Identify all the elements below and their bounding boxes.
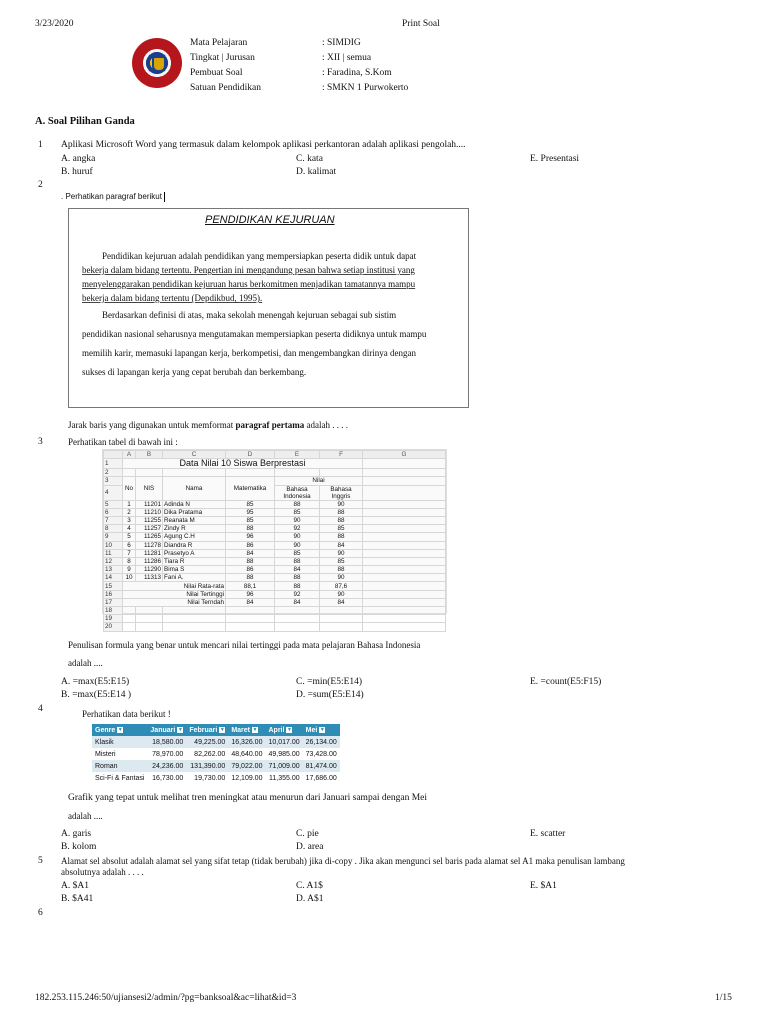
sheet-cell: 84	[320, 541, 363, 549]
paragraph-line: sukses di lapangan kerja yang cepat berubah dan berkembang.	[82, 367, 307, 377]
option-d: D. kalimat	[296, 167, 337, 177]
sheet-row: 7 3 11255 Reanata M 85 90 88	[104, 516, 446, 524]
sheet-cell: 5	[123, 533, 136, 541]
filter-dropdown-icon: ▼	[252, 726, 258, 733]
sheet-cell: Prasetyo A	[163, 549, 226, 557]
sheet-cell: 1	[123, 500, 136, 508]
option-c: C. =min(E5:E14)	[296, 677, 363, 687]
table-cell: 49,985.00	[265, 748, 302, 760]
table-row	[92, 760, 340, 772]
option-a: A. angka	[61, 154, 96, 164]
sheet-cell: 92	[275, 525, 320, 533]
sheet-cell: Bima S	[163, 566, 226, 574]
sheet-cell: 96	[226, 533, 275, 541]
paragraph-line: Berdasarkan definisi di atas, maka sekolah menengah kejuruan sebagai sub sistim	[102, 310, 397, 320]
table-cell: Roman	[92, 760, 147, 772]
meta-value: : SIMDIG	[322, 38, 361, 48]
option-e: E. =count(E5:F15)	[530, 677, 602, 687]
sheet-cell: 84	[275, 566, 320, 574]
question-intro: Perhatikan tabel di bawah ini :	[68, 437, 178, 447]
sheet-summary-row: 16 Nilai Tertinggi 96 92 90	[104, 590, 446, 598]
table-cell: 10,017.00	[265, 736, 302, 748]
sheet-cell: 85	[226, 516, 275, 524]
table-cell: 18,580.00	[147, 736, 186, 748]
question-number: 2	[38, 180, 43, 190]
section-title: A. Soal Pilihan Ganda	[35, 116, 135, 127]
filter-dropdown-icon: ▼	[319, 726, 325, 733]
sheet-cell: 96	[226, 590, 275, 598]
table-cell: 11,355.00	[265, 772, 302, 784]
paragraph-two	[82, 306, 462, 382]
table-cell: 82,262.00	[186, 748, 228, 760]
option-a: A. $A1	[61, 881, 89, 891]
spreadsheet-table: A B C D E F G 1 Data Nilai 10 Siswa Berprestasi 2 3 No NIS Nama Matematika Nilai 4 Bahasa Indonesia Bahasa Inggris 5 1 11201 Adinda N 85 88 90 6 2 11210 Dika Pratama 95 85 88 7 3 11255 Reanata M 85 90 88 8 4 11257 Zindy R 88 92 85 9 5 11265 Agung C.H 96 90 88 10 6 11278 Diandra R 86 90 84 11 7 11281 Prasetyo A 84 85 90 12 8 11286 Tiara R 88 88 85 13 9 11290 Bima S 86 84 88 14 10 11313 Fani A. 88 88 90 15 Nilai Rata-rata 88,1 88 87,6 16 Nilai Tertinggi 96 92 90 17 Nilai Terndah 84 84 84 18 19 20	[103, 450, 446, 632]
sheet-row: 14 10 11313 Fani A. 88 88 90	[104, 574, 446, 582]
filter-dropdown-icon: ▼	[177, 726, 183, 733]
sheet-summary-row: 17 Nilai Terndah 84 84 84	[104, 598, 446, 606]
paragraph-one	[82, 249, 462, 305]
question-text: Aplikasi Microsoft Word yang termasuk dalam kelompok aplikasi perkantoran adalah aplikasi pengolah....	[61, 140, 466, 150]
question-number: 6	[38, 908, 43, 918]
sheet-cell: 7	[123, 549, 136, 557]
sheet-cell: 6	[123, 541, 136, 549]
paragraph-line: bekerja dalam bidang tertentu (Depdikbud, 1995).	[82, 293, 263, 303]
paragraph-line: Pendidikan kejuruan adalah pendidikan yang mempersiapkan peserta didik untuk dapat	[102, 251, 417, 261]
option-b: B. =max(E5:E14 )	[61, 690, 131, 700]
question-intro: Perhatikan data berikut !	[82, 709, 171, 719]
option-d: D. =sum(E5:E14)	[296, 690, 364, 700]
sheet-cell: 88	[226, 574, 275, 582]
sheet-cell: 84	[275, 598, 320, 606]
question-intro: . Perhatikan paragraf berikut	[61, 192, 165, 202]
text-cursor	[164, 192, 165, 202]
sheet-cell: 86	[226, 566, 275, 574]
table-header: Maret ▼	[228, 724, 265, 736]
table-row	[92, 772, 340, 784]
table-row	[92, 736, 340, 748]
table-cell: 17,686.00	[303, 772, 340, 784]
paragraph-line: menyelenggarakan pendidikan kejuruan harus berkomitmen menjadikan tamatannya mampu	[82, 279, 416, 289]
sheet-row: 13 9 11290 Bima S 86 84 88	[104, 566, 446, 574]
question-number: 3	[38, 437, 43, 447]
question-text-cont: absolutnya adalah . . . .	[61, 867, 144, 877]
sheet-cell: 85	[275, 508, 320, 516]
sheet-cell: 11265	[136, 533, 163, 541]
filter-dropdown-icon: ▼	[286, 726, 292, 733]
option-d: D. A$1	[296, 894, 324, 904]
sheet-cell: Fani A.	[163, 574, 226, 582]
sheet-cell: 4	[123, 525, 136, 533]
sheet-cell: 11286	[136, 557, 163, 565]
option-a: A. garis	[61, 829, 92, 839]
sheet-cell: 88	[320, 533, 363, 541]
question-number: 4	[38, 704, 43, 714]
question-text: Penulisan formula yang benar untuk mencari nilai tertinggi pada mata pelajaran Bahasa Indonesia	[68, 640, 421, 650]
sheet-cell: 90	[275, 541, 320, 549]
meta-label: Pembuat Soal	[190, 68, 243, 78]
sheet-summary-label: Nilai Rata-rata	[123, 582, 226, 590]
sheet-cell: Dika Pratama	[163, 508, 226, 516]
sheet-cell: 85	[226, 500, 275, 508]
sheet-cell: 88	[226, 525, 275, 533]
sheet-cell: 85	[275, 549, 320, 557]
paragraph-line: pendidikan nasional seharusnya mengutamakan mempersiapkan peserta didiknya untuk mampu	[82, 329, 427, 339]
sheet-title: Data Nilai 10 Siswa Berprestasi	[123, 459, 363, 469]
option-a: A. =max(E5:E15)	[61, 677, 130, 687]
sheet-cell: 11290	[136, 566, 163, 574]
sheet-row: 11 7 11281 Prasetyo A 84 85 90	[104, 549, 446, 557]
paragraph-line: bekerja dalam bidang tertentu. Pengertian ini mengandung pesan bahwa setiap institusi yang	[82, 265, 415, 275]
sheet-cell: 84	[226, 598, 275, 606]
table-cell: 131,390.00	[186, 760, 228, 772]
table-cell: Misteri	[92, 748, 147, 760]
table-header: Genre ▼	[92, 724, 147, 736]
table-cell: 49,225.00	[186, 736, 228, 748]
sheet-row: 6 2 11210 Dika Pratama 95 85 88	[104, 508, 446, 516]
sheet-cell: 11210	[136, 508, 163, 516]
sheet-summary-label: Nilai Tertinggi	[123, 590, 226, 598]
sheet-cell: 87,6	[320, 582, 363, 590]
table-header: Februari ▼	[186, 724, 228, 736]
option-b: B. $A41	[61, 894, 94, 904]
question-number: 5	[38, 856, 43, 866]
table-header: Januari ▼	[147, 724, 186, 736]
sheet-summary-label: Nilai Terndah	[123, 598, 226, 606]
sheet-cell: 8	[123, 557, 136, 565]
sheet-cell: 11313	[136, 574, 163, 582]
table-cell: 26,134.00	[303, 736, 340, 748]
option-c: C. kata	[296, 154, 323, 164]
sheet-cell: 11257	[136, 525, 163, 533]
table-cell: 24,236.00	[147, 760, 186, 772]
print-date: 3/23/2020	[35, 19, 74, 29]
sheet-cell: 90	[320, 549, 363, 557]
table-cell: 48,640.00	[228, 748, 265, 760]
genre-sales-table	[92, 724, 340, 784]
question-text: Jarak baris yang digunakan untuk memformat paragraf pertama adalah . . . .	[68, 420, 348, 430]
table-cell: 81,474.00	[303, 760, 340, 772]
sheet-cell: 88	[275, 500, 320, 508]
meta-value: : XII | semua	[322, 53, 372, 63]
sheet-cell: Reanata M	[163, 516, 226, 524]
question-text: Alamat sel absolut adalah alamat sel yang sifat tetap (tidak berubah) jika di-copy . Jika akan mengunci sel baris pada alamat sel A1 maka penulisan lambang	[61, 856, 625, 866]
sheet-cell: 85	[320, 525, 363, 533]
sheet-row: 8 4 11257 Zindy R 88 92 85	[104, 525, 446, 533]
meta-value: : SMKN 1 Purwokerto	[322, 83, 409, 93]
sheet-row: 5 1 11201 Adinda N 85 88 90	[104, 500, 446, 508]
sheet-cell: 84	[320, 598, 363, 606]
table-header: Mei ▼	[303, 724, 340, 736]
option-e: E. $A1	[530, 881, 557, 891]
sheet-cell: Agung C.H	[163, 533, 226, 541]
meta-label: Satuan Pendidikan	[190, 83, 261, 93]
table-cell: 79,022.00	[228, 760, 265, 772]
sheet-cell: 90	[320, 590, 363, 598]
meta-label: Mata Pelajaran	[190, 38, 248, 48]
sheet-cell: 88	[226, 557, 275, 565]
sheet-cell: 90	[320, 574, 363, 582]
sheet-cell: 92	[275, 590, 320, 598]
option-b: B. huruf	[61, 167, 93, 177]
sheet-cell: 88	[275, 557, 320, 565]
meta-label: Tingkat | Jurusan	[190, 53, 255, 63]
option-c: C. A1$	[296, 881, 323, 891]
sheet-cell: 88	[275, 582, 320, 590]
sheet-cell: 85	[320, 557, 363, 565]
paragraph-line: memilih karir, memasuki lapangan kerja, berkompetisi, dan mengembangkan dirinya dengan	[82, 348, 417, 358]
question-number: 1	[38, 140, 43, 150]
sheet-cell: 11201	[136, 500, 163, 508]
sheet-cell: Tiara R	[163, 557, 226, 565]
sheet-cell: 86	[226, 541, 275, 549]
question-text-cont: adalah ....	[68, 811, 103, 821]
filter-dropdown-icon: ▼	[117, 726, 123, 733]
sheet-cell: 95	[226, 508, 275, 516]
sheet-cell: 88	[320, 508, 363, 516]
sheet-cell: 3	[123, 516, 136, 524]
sheet-cell: 11278	[136, 541, 163, 549]
table-row	[92, 748, 340, 760]
table-cell: 73,428.00	[303, 748, 340, 760]
footer-url: 182.253.115.246:50/ujiansesi2/admin/?pg=banksoal&ac=lihat&id=3	[35, 993, 297, 1003]
sheet-cell: 9	[123, 566, 136, 574]
sheet-cell: 88,1	[226, 582, 275, 590]
sheet-row: 9 5 11265 Agung C.H 96 90 88	[104, 533, 446, 541]
spreadsheet-image	[102, 449, 447, 631]
sheet-cell: Diandra R	[163, 541, 226, 549]
sheet-cell: Zindy R	[163, 525, 226, 533]
question-text-cont: adalah ....	[68, 658, 103, 668]
option-d: D. area	[296, 842, 324, 852]
sheet-summary-row: 15 Nilai Rata-rata 88,1 88 87,6	[104, 582, 446, 590]
sheet-row: 12 8 11286 Tiara R 88 88 85	[104, 557, 446, 565]
table-cell: Klasik	[92, 736, 147, 748]
meta-value: : Faradina, S.Kom	[322, 68, 392, 78]
sheet-cell: 90	[275, 516, 320, 524]
table-cell: 16,730.00	[147, 772, 186, 784]
sheet-cell: 2	[123, 508, 136, 516]
sheet-cell: 10	[123, 574, 136, 582]
question-text: Grafik yang tepat untuk melihat tren meningkat atau menurun dari Januari sampai dengan Mei	[68, 793, 428, 803]
option-b: B. kolom	[61, 842, 97, 852]
table-cell: 78,970.00	[147, 748, 186, 760]
sheet-cell: 11281	[136, 549, 163, 557]
sheet-cell: Adinda N	[163, 500, 226, 508]
table-cell: 16,326.00	[228, 736, 265, 748]
sheet-cell: 88	[320, 566, 363, 574]
table-header: April ▼	[265, 724, 302, 736]
sheet-cell: 90	[320, 500, 363, 508]
table-cell: 19,730.00	[186, 772, 228, 784]
sheet-cell: 11255	[136, 516, 163, 524]
sheet-cell: 88	[320, 516, 363, 524]
paragraph-title: PENDIDIKAN KEJURUAN	[205, 214, 335, 226]
option-e: E. scatter	[530, 829, 566, 839]
table-cell: 12,109.00	[228, 772, 265, 784]
sheet-cell: 84	[226, 549, 275, 557]
sheet-row: 10 6 11278 Diandra R 86 90 84	[104, 541, 446, 549]
print-title: Print Soal	[402, 19, 440, 29]
sheet-cell: 88	[275, 574, 320, 582]
sheet-cell: 90	[275, 533, 320, 541]
table-cell: Sci-Fi & Fantasi	[92, 772, 147, 784]
option-c: C. pie	[296, 829, 319, 839]
filter-dropdown-icon: ▼	[219, 726, 225, 733]
page-number: 1/15	[715, 993, 732, 1003]
option-e: E. Presentasi	[530, 154, 580, 164]
school-logo	[132, 38, 182, 88]
table-cell: 71,009.00	[265, 760, 302, 772]
